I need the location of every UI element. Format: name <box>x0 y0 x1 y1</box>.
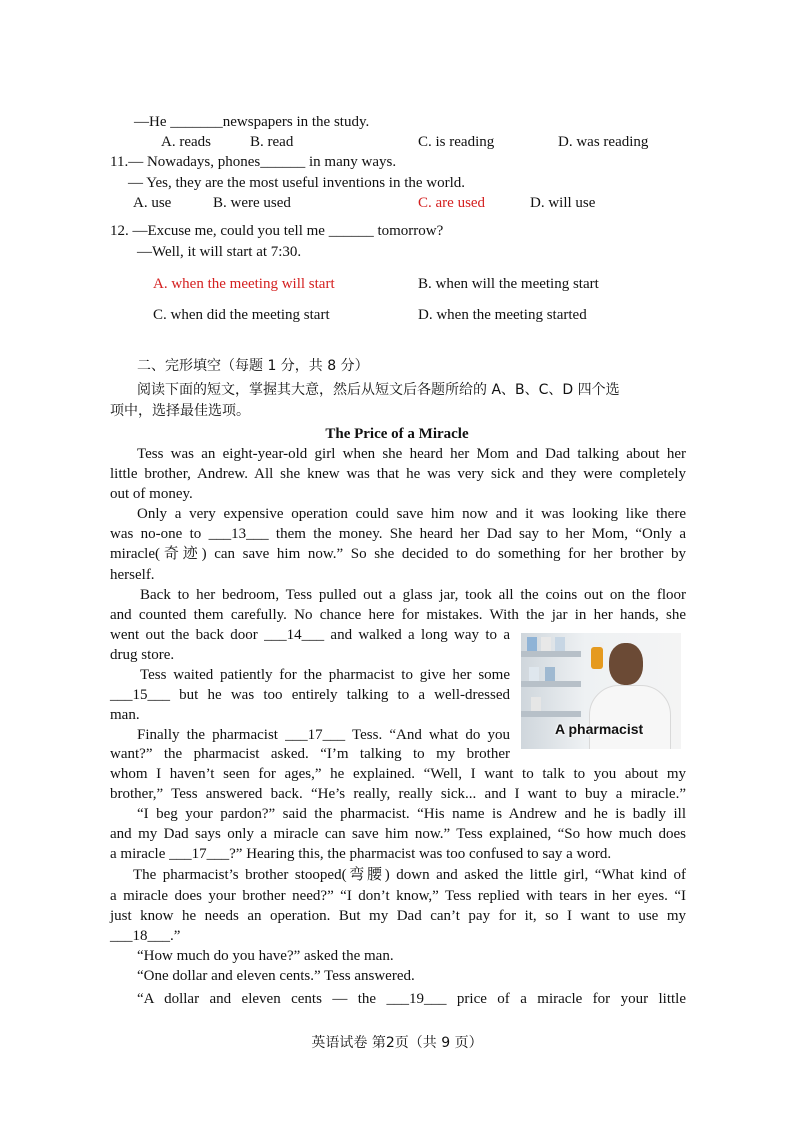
q11-stem: 11.— Nowadays, phones______ in many ways. <box>110 154 397 170</box>
page-footer: 英语试卷 第2页（共 9 页） <box>311 1035 483 1051</box>
q11-option-a: A. use <box>133 195 172 211</box>
q11-option-c-answer: C. are used <box>418 195 486 211</box>
medicine-box <box>545 667 555 681</box>
passage-p4-line1: Tess waited patiently for the pharmacist to give her some <box>140 667 510 683</box>
section-heading: 二、完形填空（每题 1 分，共 8 分） <box>137 358 369 374</box>
passage-title: The Price of a Miracle <box>325 426 469 442</box>
passage-p10: “A dollar and eleven cents — the ___19___ price of a miracle for your little <box>137 991 686 1007</box>
q12-option-a-answer: A. when the meeting will start <box>153 276 335 292</box>
shelf-shape <box>521 681 581 687</box>
q12-option-b: B. when will the meeting start <box>418 276 599 292</box>
q10-option-b: B. read <box>250 134 294 150</box>
q11-option-d: D. will use <box>530 195 596 211</box>
pharmacist-coat <box>589 685 671 749</box>
passage-p3-line2: and counted them carefully. No chance here for mistakes. With the jar in her hands, she <box>110 607 686 623</box>
medicine-box <box>541 637 551 651</box>
photo-caption: A pharmacist <box>555 721 644 737</box>
passage-p7-line4: ___18___.” <box>110 928 181 944</box>
q10-option-c: C. is reading <box>418 134 495 150</box>
q12-option-d: D. when the meeting started <box>418 307 587 323</box>
shelf-shape <box>521 651 581 657</box>
passage-p4-line2: ___15___ but he was too entirely talking to a well-dressed <box>110 687 510 703</box>
passage-p5-line4: brother,” Tess answered back. “He’s really, really sick... and I want to buy a miracle.” <box>110 786 686 802</box>
pharmacist-head <box>609 643 643 685</box>
passage-p7-line2: a miracle does your brother need?” “I don’t know,” Tess replied with tears in her eyes. “I <box>110 888 686 904</box>
passage-p3-line4: drug store. <box>110 647 175 663</box>
passage-p3-line1: Back to her bedroom, Tess pulled out a glass jar, took all the coins out on the floor <box>140 587 686 603</box>
passage-p8: “How much do you have?” asked the man. <box>137 948 394 964</box>
passage-p5-line1: Finally the pharmacist ___17___ Tess. “And what do you <box>137 727 510 743</box>
medicine-box <box>531 697 541 711</box>
passage-p9: “One dollar and eleven cents.” Tess answered. <box>137 968 415 984</box>
passage-p6-line3: a miracle ___17___?” Hearing this, the pharmacist was too confused to say a word. <box>110 846 612 862</box>
q12-option-c: C. when did the meeting start <box>153 307 330 323</box>
pharmacist-photo <box>521 633 681 749</box>
passage-p6-line2: and my Dad says only a miracle can save him now.” Tess explained, “So how much does <box>110 826 686 842</box>
shelf-shape <box>521 711 581 717</box>
passage-p6-line1: “I beg your pardon?” said the pharmacist. “His name is Andrew and he is badly ill <box>137 806 686 822</box>
passage-p4-line3: man. <box>110 707 140 723</box>
q11-reply: — Yes, they are the most useful inventions in the world. <box>128 175 466 191</box>
passage-p1-line2: little brother, Andrew. All she knew was that he was very sick and they were completely <box>110 466 686 482</box>
q12-reply: —Well, it will start at 7:30. <box>137 244 302 260</box>
passage-p5-line3: whom I haven’t seen for ages,” he explained. “Well, I want to talk to you about my <box>110 766 686 782</box>
q12-stem: 12. —Excuse me, could you tell me ______ tomorrow? <box>110 223 444 239</box>
passage-p2-line4: herself. <box>110 567 155 583</box>
passage-p5-line2: want?” the pharmacist asked. “I’m talking to my brother <box>110 746 510 762</box>
section-instruction-2: 项中，选择最佳选项。 <box>110 403 250 419</box>
passage-p2-line3: miracle(奇迹) can save him now.” So she decided to do something for her brother by <box>110 546 686 562</box>
passage-p2-line1: Only a very expensive operation could save him now and it was looking like there <box>137 506 686 522</box>
medicine-box <box>555 637 565 651</box>
q10-option-a: A. reads <box>161 134 211 150</box>
q10-option-d: D. was reading <box>558 134 649 150</box>
medicine-box <box>527 637 537 651</box>
passage-p1-line3: out of money. <box>110 486 193 502</box>
passage-p7-line1: The pharmacist’s brother stooped(弯腰) down and asked the little girl, “What kind of <box>133 867 686 883</box>
q11-option-b: B. were used <box>213 195 291 211</box>
section-instruction-1: 阅读下面的短文，掌握其大意，然后从短文后各题所给的 A、B、C、D 四个选 <box>137 382 620 398</box>
passage-p1-line1: Tess was an eight-year-old girl when she heard her Mom and Dad talking about her <box>137 446 686 462</box>
medicine-box <box>529 667 539 681</box>
passage-p2-line2: was no-one to ___13___ them the money. She heard her Dad say to her Mom, “Only a <box>110 526 686 542</box>
pill-bottle-icon <box>591 647 603 669</box>
passage-p7-line3: just know he needs an operation. But my Dad can’t pay for it, so I want to use my <box>110 908 686 924</box>
passage-p3-line3: went out the back door ___14___ and walked a long way to a <box>110 627 510 643</box>
q10-stem: —He _______newspapers in the study. <box>134 114 370 130</box>
